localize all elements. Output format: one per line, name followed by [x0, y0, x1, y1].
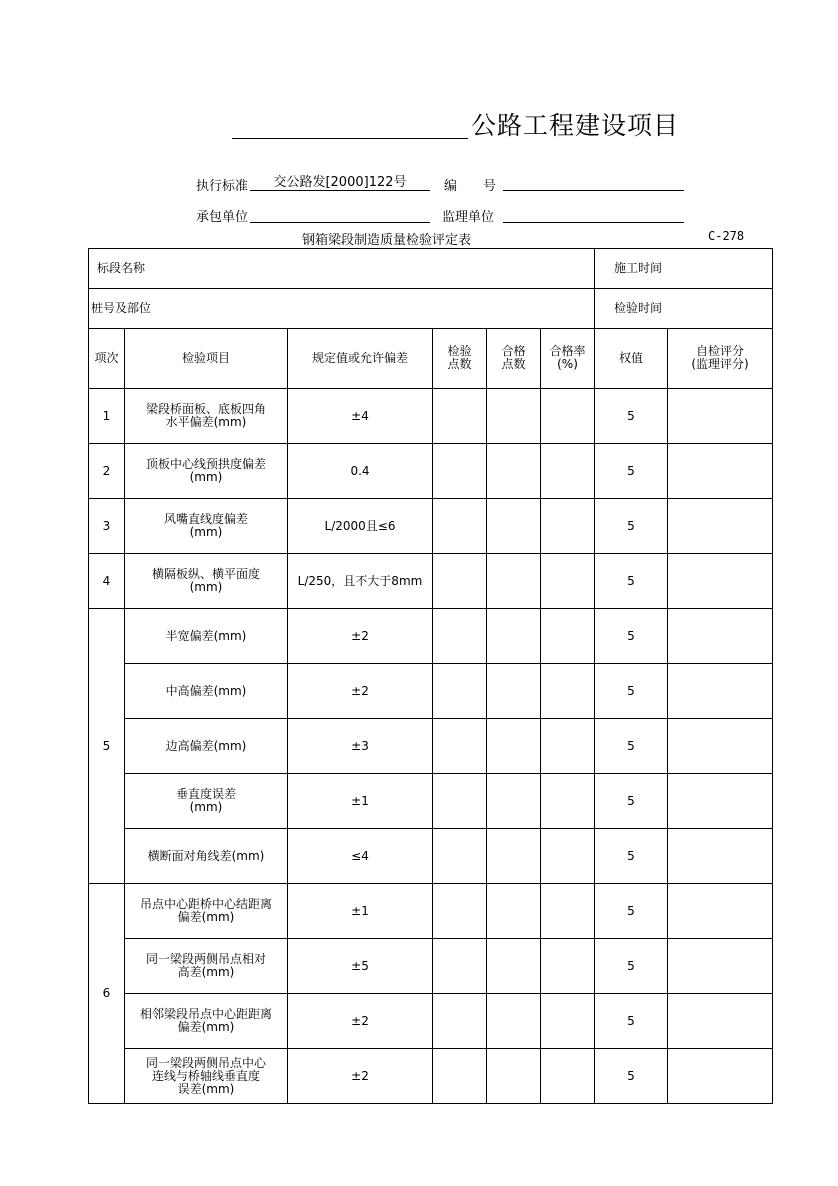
table-row [89, 719, 773, 774]
weight-cell: 5 [595, 554, 668, 609]
weight-cell: 5 [595, 1049, 668, 1104]
inspection-points-cell[interactable] [433, 884, 487, 939]
item-name-cell: 梁段桥面板、底板四角 水平偏差(mm) [125, 389, 288, 444]
passed-points-cell[interactable] [487, 774, 541, 829]
passed-points-cell[interactable] [487, 829, 541, 884]
table-row [89, 939, 773, 994]
score-cell[interactable] [668, 554, 773, 609]
inspection-points-cell[interactable] [433, 389, 487, 444]
item-name-cell: 同一梁段两侧吊点中心 连线与桥轴线垂直度 误差(mm) [125, 1049, 288, 1104]
pass-rate-cell[interactable] [541, 389, 595, 444]
column-header: 合格率 (%) [541, 329, 595, 389]
inspection-points-cell[interactable] [433, 719, 487, 774]
weight-cell: 5 [595, 829, 668, 884]
passed-points-cell[interactable] [487, 939, 541, 994]
score-cell[interactable] [668, 884, 773, 939]
item-number-cell: 6 [89, 884, 125, 1104]
weight-cell: 5 [595, 884, 668, 939]
inspection-table [88, 248, 773, 1104]
passed-points-cell[interactable] [487, 444, 541, 499]
inspection-points-cell[interactable] [433, 554, 487, 609]
score-cell[interactable] [668, 939, 773, 994]
pass-rate-cell[interactable] [541, 884, 595, 939]
supervisor-field[interactable] [503, 222, 684, 223]
form-title: 钢箱梁段制造质量检验评定表 [302, 233, 472, 248]
passed-points-cell[interactable] [487, 884, 541, 939]
contractor-label: 承包单位 [196, 210, 249, 225]
score-cell[interactable] [668, 1049, 773, 1104]
spec-cell: ±3 [288, 719, 433, 774]
item-number-cell: 2 [89, 444, 125, 499]
table-row [89, 389, 773, 444]
item-name-cell: 顶板中心线预拱度偏差 (mm) [125, 444, 288, 499]
item-number-cell: 1 [89, 389, 125, 444]
weight-cell: 5 [595, 609, 668, 664]
weight-cell: 5 [595, 389, 668, 444]
station-cell[interactable]: 桩号及部位 [89, 289, 595, 329]
inspection-points-cell[interactable] [433, 609, 487, 664]
column-header: 权值 [595, 329, 668, 389]
pass-rate-cell[interactable] [541, 939, 595, 994]
item-number-cell: 3 [89, 499, 125, 554]
pass-rate-cell[interactable] [541, 829, 595, 884]
inspection-time-cell[interactable]: 检验时间 [595, 289, 773, 329]
item-name-cell: 半宽偏差(mm) [125, 609, 288, 664]
spec-cell: L/2000且≤6 [288, 499, 433, 554]
score-cell[interactable] [668, 609, 773, 664]
pass-rate-cell[interactable] [541, 774, 595, 829]
score-cell[interactable] [668, 719, 773, 774]
spec-cell: L/250，且不大于8mm [288, 554, 433, 609]
table-row [89, 554, 773, 609]
passed-points-cell[interactable] [487, 609, 541, 664]
passed-points-cell[interactable] [487, 554, 541, 609]
table-row [89, 774, 773, 829]
spec-cell: ±2 [288, 609, 433, 664]
score-cell[interactable] [668, 444, 773, 499]
item-name-cell: 吊点中心距桥中心结距离 偏差(mm) [125, 884, 288, 939]
score-cell[interactable] [668, 994, 773, 1049]
weight-cell: 5 [595, 994, 668, 1049]
inspection-points-cell[interactable] [433, 499, 487, 554]
passed-points-cell[interactable] [487, 664, 541, 719]
weight-cell: 5 [595, 774, 668, 829]
weight-cell: 5 [595, 664, 668, 719]
column-header: 自检评分 (监理评分) [668, 329, 773, 389]
inspection-points-cell[interactable] [433, 444, 487, 499]
item-number-cell: 5 [89, 609, 125, 884]
weight-cell: 5 [595, 499, 668, 554]
passed-points-cell[interactable] [487, 389, 541, 444]
pass-rate-cell[interactable] [541, 499, 595, 554]
table-row [89, 1049, 773, 1104]
pass-rate-cell[interactable] [541, 1049, 595, 1104]
score-cell[interactable] [668, 664, 773, 719]
passed-points-cell[interactable] [487, 1049, 541, 1104]
inspection-points-cell[interactable] [433, 664, 487, 719]
item-name-cell: 相邻梁段吊点中心距距离 偏差(mm) [125, 994, 288, 1049]
supervisor-label: 监理单位 [442, 210, 495, 225]
project-name-line [232, 138, 468, 139]
spec-cell: ±5 [288, 939, 433, 994]
column-header: 规定值或允许偏差 [288, 329, 433, 389]
inspection-points-cell[interactable] [433, 774, 487, 829]
number-label: 编 号 [444, 179, 497, 194]
page-title: 公路工程建设项目 [471, 111, 680, 140]
pass-rate-cell[interactable] [541, 719, 595, 774]
pass-rate-cell[interactable] [541, 554, 595, 609]
score-cell[interactable] [668, 389, 773, 444]
table-row [89, 994, 773, 1049]
column-header: 合格 点数 [487, 329, 541, 389]
inspection-points-cell[interactable] [433, 1049, 487, 1104]
construction-time-cell[interactable]: 施工时间 [595, 249, 773, 289]
inspection-points-cell[interactable] [433, 829, 487, 884]
passed-points-cell[interactable] [487, 719, 541, 774]
item-name-cell: 横隔板纵、横平面度 (mm) [125, 554, 288, 609]
weight-cell: 5 [595, 939, 668, 994]
table-row [89, 884, 773, 939]
spec-cell: 0.4 [288, 444, 433, 499]
score-cell[interactable] [668, 499, 773, 554]
spec-cell: ±2 [288, 1049, 433, 1104]
table-row [89, 499, 773, 554]
form-code: C-278 [708, 229, 745, 243]
spec-cell: ±1 [288, 884, 433, 939]
table-row [89, 829, 773, 884]
passed-points-cell[interactable] [487, 994, 541, 1049]
section-name-cell[interactable]: 标段名称 [89, 249, 595, 289]
spec-cell: ±2 [288, 664, 433, 719]
item-name-cell: 同一梁段两侧吊点相对 高差(mm) [125, 939, 288, 994]
spec-cell: ±4 [288, 389, 433, 444]
item-name-cell: 风嘴直线度偏差 (mm) [125, 499, 288, 554]
score-cell[interactable] [668, 774, 773, 829]
spec-cell: ≤4 [288, 829, 433, 884]
weight-cell: 5 [595, 719, 668, 774]
item-number-cell: 4 [89, 554, 125, 609]
inspection-points-cell[interactable] [433, 939, 487, 994]
table-row [89, 664, 773, 719]
contractor-field[interactable] [250, 222, 430, 223]
pass-rate-cell[interactable] [541, 994, 595, 1049]
item-name-cell: 垂直度误差 (mm) [125, 774, 288, 829]
spec-cell: ±1 [288, 774, 433, 829]
score-cell[interactable] [668, 829, 773, 884]
pass-rate-cell[interactable] [541, 609, 595, 664]
item-name-cell: 边高偏差(mm) [125, 719, 288, 774]
column-header: 检验 点数 [433, 329, 487, 389]
weight-cell: 5 [595, 444, 668, 499]
standard-label: 执行标准 [196, 179, 249, 194]
item-name-cell: 中高偏差(mm) [125, 664, 288, 719]
pass-rate-cell[interactable] [541, 444, 595, 499]
item-name-cell: 横断面对角线差(mm) [125, 829, 288, 884]
column-header: 检验项目 [125, 329, 288, 389]
pass-rate-cell[interactable] [541, 664, 595, 719]
table-row [89, 444, 773, 499]
passed-points-cell[interactable] [487, 499, 541, 554]
number-field[interactable] [503, 190, 684, 191]
inspection-points-cell[interactable] [433, 994, 487, 1049]
table-row [89, 609, 773, 664]
spec-cell: ±2 [288, 994, 433, 1049]
column-header: 项次 [89, 329, 125, 389]
standard-value: 交公路发[2000]122号 [250, 175, 430, 191]
